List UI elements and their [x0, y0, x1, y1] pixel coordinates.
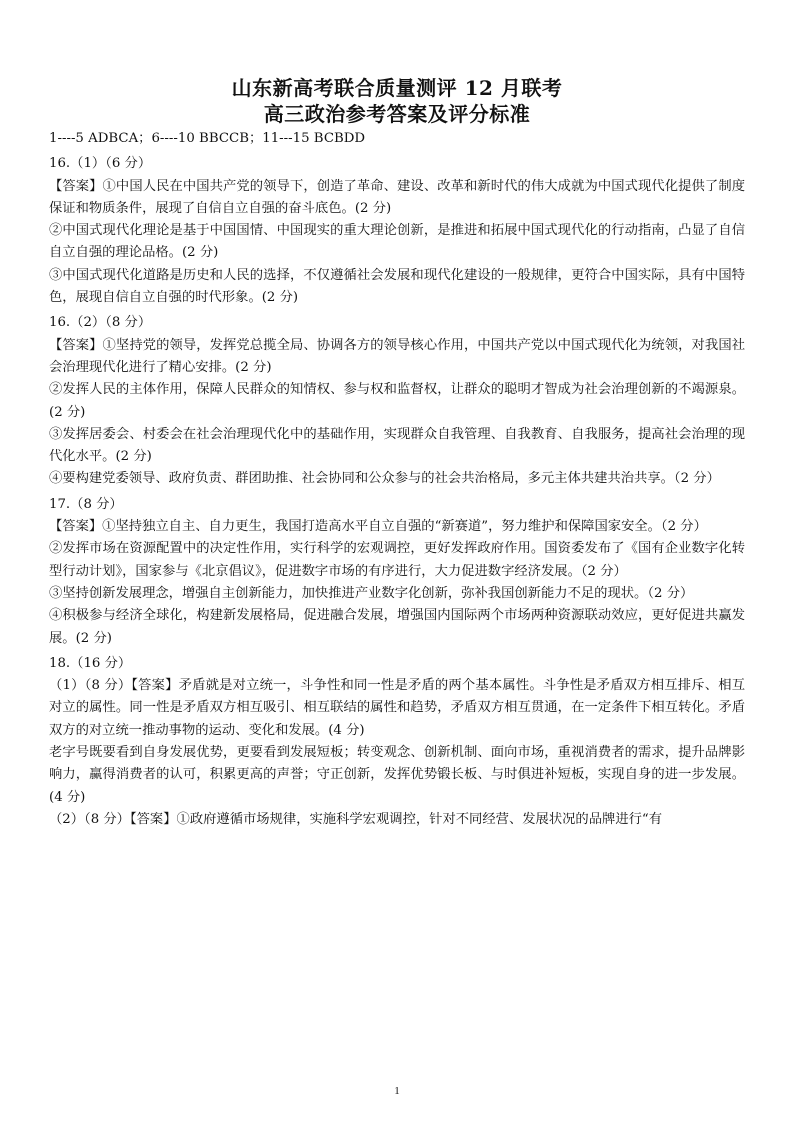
answer-paragraph: ②发挥市场在资源配置中的决定性作用，实行科学的宏观调控，更好发挥政府作用。国资委发布了《国有企业数字化转型行动计划》，国家参与《北京倡议》，促进数字市场的有序进行，大力促进数字经济发展。（2 分）: [49, 541, 745, 579]
document-title: 山东新高考联合质量测评 12 月联考: [231, 76, 563, 100]
question-heading: 16.（1）（6 分）: [49, 156, 152, 172]
answer-paragraph: ④要构建党委领导、政府负责、群团助推、社会协同和公众参与的社会共治格局，多元主体共建共治共享。（2 分）: [49, 471, 720, 487]
answer-paragraph: ③坚持创新发展理念，增强自主创新能力，加快推进产业数字化创新，弥补我国创新能力不足的现状。（2 分）: [49, 585, 694, 601]
answer-paragraph: ③中国式现代化道路是历史和人民的选择，不仅遵循社会发展和现代化建设的一般规律，更符合中国实际，具有中国特色，展现自信自立自强的时代形象。(2 分): [49, 267, 745, 306]
answer-paragraph: ②发挥人民的主体作用，保障人民群众的知情权、参与权和监督权，让群众的聪明才智成为社会治理创新的不竭源泉。(2 分): [49, 382, 745, 420]
answer-paragraph: ③发挥居委会、村委会在社会治理现代化中的基础作用，实现群众自我管理、自我教育、自我服务，提高社会治理的现代化水平。(2 分): [49, 426, 745, 465]
choice-answers: 1----5 ADBCA；6----10 BBCCB；11---15 BCBDD: [49, 131, 366, 146]
answer-paragraph: 老字号既要看到自身发展优势，更要看到发展短板；转变观念、创新机制、面向市场，重视消费者的需求，提升品牌影响力，赢得消费者的认可，积累更高的声誉；守正创新，发挥优势锻长板、与时俱进补短板，实现自身的进一步发展。(4 分): [49, 745, 745, 805]
answer-paragraph: （1）（8 分）【答案】矛盾就是对立统一，斗争性和同一性是矛盾的两个基本属性。斗争性是矛盾双方相互排斥、相互对立的属性。同一性是矛盾双方相互吸引、相互联结的属性和趋势，矛盾双方相互贯通，在一定条件下相互转化。矛盾双方的对立统一推动事物的运动、变化和发展。(4 分): [49, 678, 745, 738]
document-subtitle: 高三政治参考答案及评分标准: [263, 102, 531, 126]
answer-paragraph: ④积极参与经济全球化，构建新发展格局，促进融合发展，增强国内国际两个市场两种资源联动效应，更好促进共赢发展。(2 分): [49, 608, 745, 646]
question-heading: 16.（2）（8 分）: [49, 315, 152, 331]
answer-paragraph: 【答案】①坚持独立自主、自力更生，我国打造高水平自立自强的“新赛道”，努力维护和保障国家安全。（2 分）: [49, 519, 707, 535]
page-number: 1: [394, 1085, 400, 1097]
answer-paragraph: 【答案】①中国人民在中国共产党的领导下，创造了革命、建设、改革和新时代的伟大成就为中国式现代化提供了制度保证和物质条件，展现了自信自立自强的奋斗底色。(2 分): [49, 178, 745, 216]
answer-paragraph: 【答案】①坚持党的领导，发挥党总揽全局、协调各方的领导核心作用，中国共产党以中国式现代化为统领，对我国社会治理现代化进行了精心安排。(2 分): [49, 337, 745, 375]
answer-paragraph: （2）（8 分）【答案】①政府遵循市场规律，实施科学宏观调控，针对不同经营、发展状况的品牌进行“有: [49, 811, 663, 827]
question-heading: 18.（16 分）: [49, 655, 132, 671]
answer-paragraph: ②中国式现代化理论是基于中国国情、中国现实的重大理论创新，是推进和拓展中国式现代化的行动指南，凸显了自信自立自强的理论品格。(2 分): [49, 223, 745, 261]
answer-content: [49, 128, 745, 831]
question-heading: 17.（8 分）: [49, 496, 123, 512]
